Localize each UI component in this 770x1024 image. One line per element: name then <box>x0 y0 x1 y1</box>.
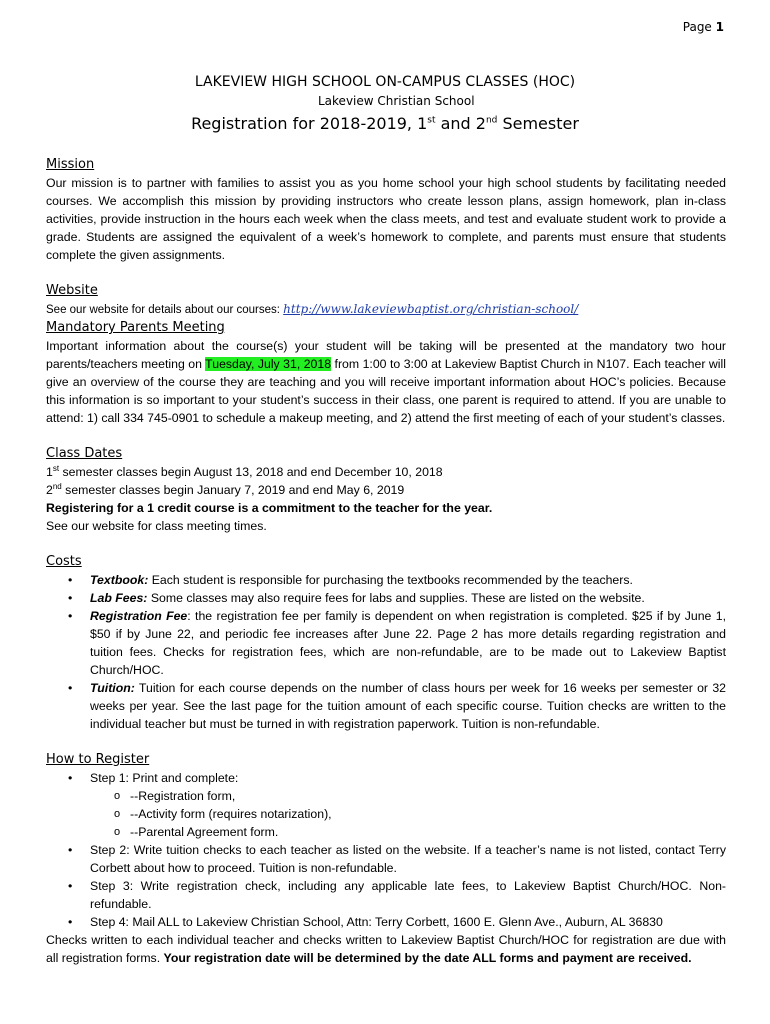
meeting-date-highlight: Tuesday, July 31, 2018 <box>205 357 332 371</box>
register-step-4: • Step 4: Mail ALL to Lakeview Christian School, Attn: Terry Corbett, 1600 E. Glenn Ave., Auburn, AL 36830 <box>90 913 726 931</box>
step-text: Step 1: Print and complete: <box>90 771 239 785</box>
second-semester-num: 2 <box>46 483 53 497</box>
register-step-2: • Step 2: Write tuition checks to each teacher as listed on the website. If a teacher’s name is not listed, contact Terry Corbett about how to proceed. Tuition is non-refundable. <box>90 841 726 877</box>
cost-label: Textbook: <box>90 573 149 587</box>
meeting-text <box>46 337 726 427</box>
first-semester-line <box>46 463 726 481</box>
second-semester-sup: nd <box>52 481 62 491</box>
form-item: o --Parental Agreement form. <box>130 823 726 841</box>
cost-label: Registration Fee <box>90 609 188 623</box>
closing-bold-text: Your registration date will be determined by the date ALL forms and payment are received. <box>163 951 692 965</box>
form-item: o --Registration form, <box>130 787 726 805</box>
register-step-1 <box>90 769 726 841</box>
mission-text: Our mission is to partner with families to assist you as you home school your high school students by facilitating needed courses. We accomplish this mission by providing instructors who create lesson plans, assign homework, plan in-class activities, provide instruction in the hours each week when the class meets, and test and evaluate student work to provide a grade. Students are assigned the equivalent of a week’s homework to complete, and parents must ensure that students complete the given assignments. <box>46 176 726 262</box>
website-link[interactable]: http://www.lakeviewbaptist.org/christian-school/ <box>283 302 579 316</box>
how-to-register-heading: How to Register <box>46 752 150 767</box>
school-name: Lakeview Christian School <box>318 94 475 108</box>
cost-label: Lab Fees: <box>90 591 148 605</box>
website-text: See our website for details about our courses: <box>46 304 284 316</box>
first-semester-num: 1 <box>46 465 53 479</box>
meeting-times-note: See our website for class meeting times. <box>46 519 267 533</box>
document-body <box>46 156 726 967</box>
reg-sup-2: nd <box>485 115 498 126</box>
first-semester-sup: st <box>52 463 60 473</box>
cost-text: Tuition for each course depends on the number of class hours per week for 16 weeks per semester or 32 weeks per year. See the last page for the tuition amount of each specific course. Tuition checks are written to the individual teacher but must be turned in with registration paperwork. Tuition is non-refundable. <box>90 681 726 731</box>
meeting-text-a: Important information about the course(s) your student will be taking will be presented at the mandatory two hour parents/teachers meeting on <box>46 339 726 371</box>
form-item: o --Activity form (requires notarization), <box>130 805 726 823</box>
cost-text: : the registration fee per family is dependent on when registration is completed. $25 if by June 1, $50 if by June 22, and periodic fee increases after June 22. Page 2 has more details regarding registration and tuition fees. Checks for registration fees, which are non-refundable, are to be made out to Lakeview Baptist Church/HOC. <box>90 609 726 677</box>
meeting-text-b: from 1:00 to 3:00 at Lakeview Baptist Church in N107. Each teacher will give an overview of the course they are teaching and you will receive important information about HOC’s policies. Because this information is so important to your student’s success in their class, one parent is required to attend. If you are unable to attend: 1) call 334 745-0901 to schedule a makeup meeting, and 2) attend the first meeting of each of your student’s classes. <box>46 357 726 425</box>
cost-label: Tuition: <box>90 681 135 695</box>
closing-note <box>46 931 726 967</box>
register-step-3: • Step 3: Write registration check, including any applicable late fees, to Lakeview Baptist Church/HOC. Non-refundable. <box>90 877 726 913</box>
reg-text-c: Semester <box>497 114 579 133</box>
mission-heading: Mission <box>46 157 95 172</box>
cost-item-textbook <box>90 571 726 589</box>
costs-heading: Costs <box>46 554 82 569</box>
class-dates-heading: Class Dates <box>46 446 123 461</box>
cost-text: Each student is responsible for purchasing the textbooks recommended by the teachers. <box>148 573 633 587</box>
step-1-forms <box>90 787 726 841</box>
reg-text-a: Registration for 2018-2019, 1 <box>191 114 428 133</box>
register-steps <box>46 769 726 931</box>
document-title: LAKEVIEW HIGH SCHOOL ON-CAMPUS CLASSES (HOC) <box>194 74 576 90</box>
reg-text-b: and 2 <box>435 114 486 133</box>
page-number-value: 1 <box>715 20 724 34</box>
cost-item-lab-fees <box>90 589 726 607</box>
website-heading: Website <box>46 283 98 298</box>
cost-item-registration-fee <box>90 607 726 679</box>
website-line <box>46 300 726 319</box>
cost-item-tuition <box>90 679 726 733</box>
closing-text: Checks written to each individual teacher and checks written to Lakeview Baptist Church/HOC for registration are due with all registration forms. <box>46 933 726 965</box>
costs-list <box>46 571 726 733</box>
cost-text: Some classes may also require fees for labs and supplies. These are listed on the website. <box>147 591 645 605</box>
meeting-heading: Mandatory Parents Meeting <box>46 320 225 335</box>
second-semester-line <box>46 481 726 499</box>
commitment-note: Registering for a 1 credit course is a commitment to the teacher for the year. <box>46 501 493 515</box>
reg-sup-1: st <box>427 115 436 126</box>
page-number <box>683 20 724 34</box>
first-semester-text: semester classes begin August 13, 2018 and end December 10, 2018 <box>59 465 443 479</box>
registration-title <box>0 114 770 133</box>
second-semester-text: semester classes begin January 7, 2019 and end May 6, 2019 <box>61 483 405 497</box>
page-label: Page <box>682 20 716 34</box>
